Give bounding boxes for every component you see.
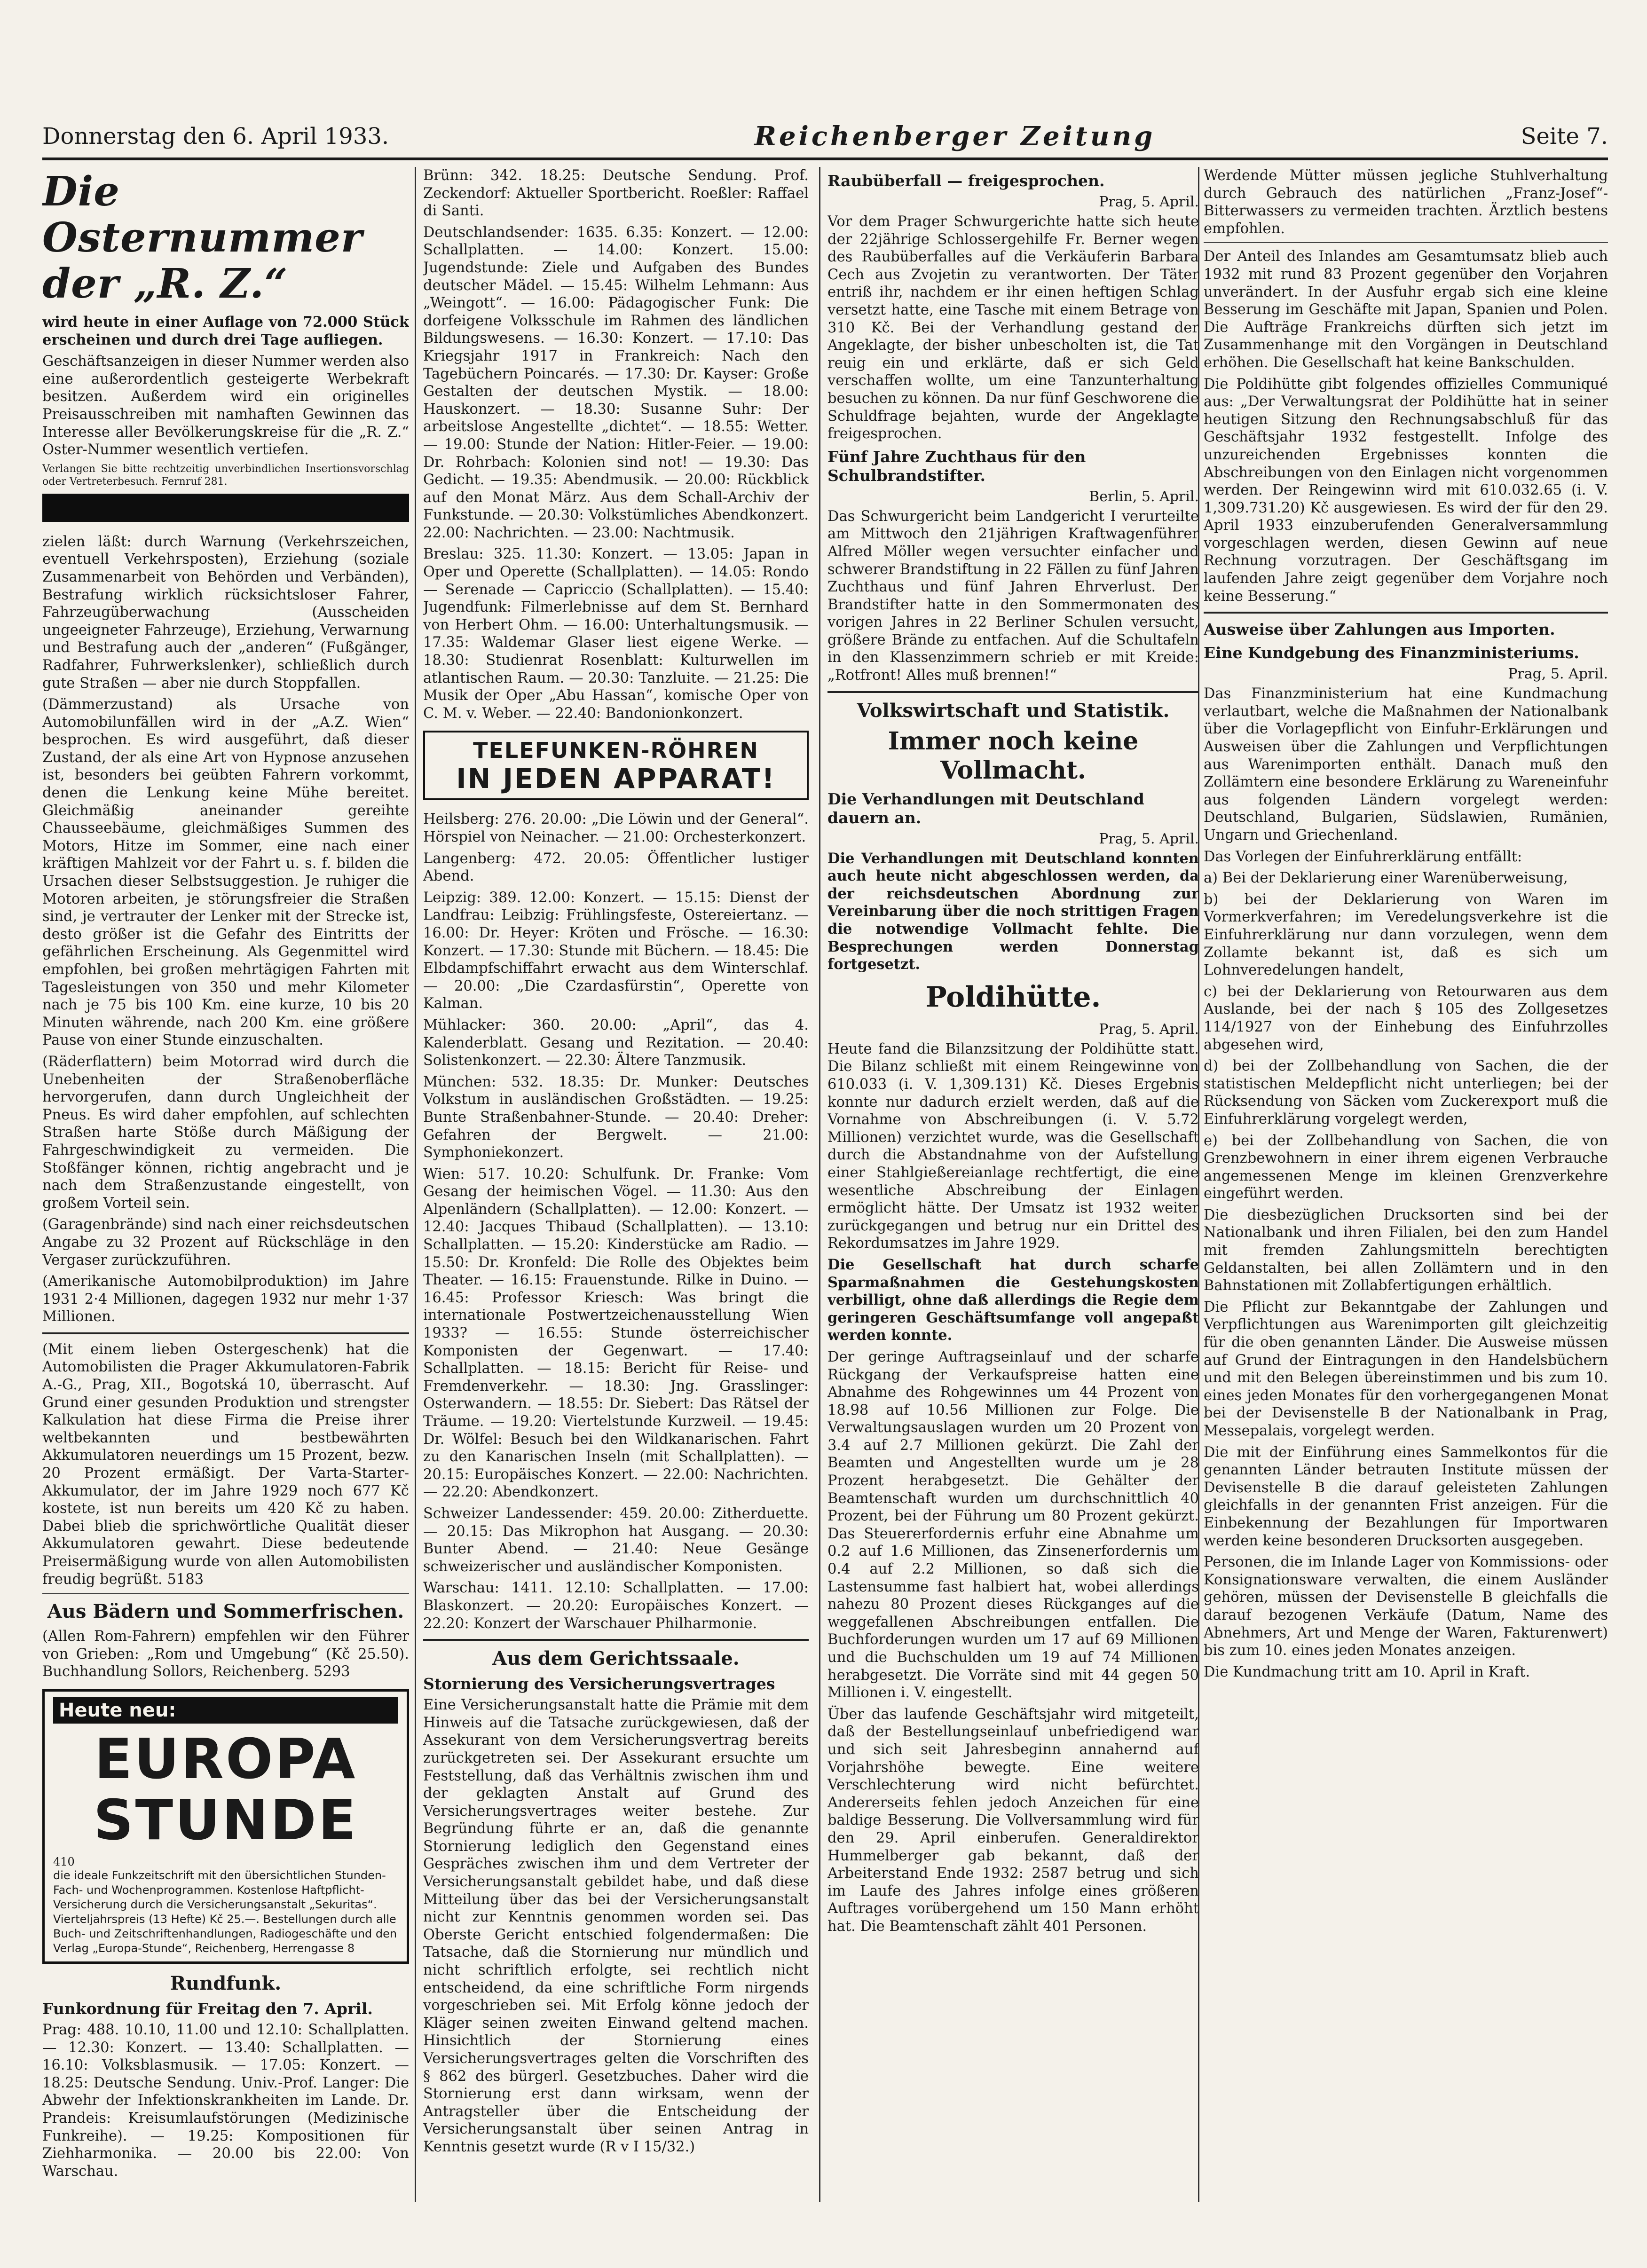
subheading-stornierung: Stornierung des Versicherungsvertrages — [423, 1675, 775, 1693]
article-paragraph: Heute fand die Bilanzsitzung der Poldihütte statt. Die Bilanz schließt mit einem Reingewinne von 610.033 (i. V. 1,309.131) Kč. Dieses Ergebnis konnte nur dadurch erzielt werden, daß auf die Vornahme von Abschreibungen (i. V. 5.72 Millionen) verzichtet wurde, was die Gesellschaft durch die Abstandnahme von der Aufstellung einer Stahlgießereianlage rechtfertigt, die eine wesentliche Abschreibung der Einlagen ermöglicht hätte. Der Umsatz ist 1932 weiter zurückgegangen und betrug nur ein Drittel des Rekordumsatzes im Jahre 1929. — [827, 1040, 1199, 1252]
headline-zuchthaus: Fünf Jahre Zuchthaus für den Schulbrandstifter. — [827, 447, 1086, 485]
list-item: b) bei der Deklarierung von Waren im Vormerkverfahren; im Veredelungsverkehre ist die Einfuhrerklärung nur dann vorzulegen, wenn dem Zollamte bekannt ist, daß es sich um Lohnveredelungen handelt, — [1204, 891, 1608, 979]
article-paragraph: Die diesbezüglichen Drucksorten sind bei der Nationalbank und ihren Filialen, bei den zum Handel mit fremden Zahlungsmitteln berechtigten Geldanstalten, bei allen Zollämtern und in den Bahnstationen mit Zollabfertigungen erhältlich. — [1204, 1206, 1608, 1294]
insertion-note: Verlangen Sie bitte rechtzeitig unverbindlichen Insertionsvorschlag oder Vertreterbesuch. Fernruf 281. — [42, 463, 409, 488]
column-divider — [415, 167, 416, 2202]
section-rule — [42, 1332, 409, 1334]
radio-listing: Mühlacker: 360. 20.00: „April“, das 4. Kalenderblatt. Gesang und Rezitation. — 20.40: Solistenkonzert. — 22.30: Ältere Tanzmusik. — [423, 1016, 809, 1069]
article-paragraph: Prag: 488. 10.10, 11.00 und 12.10: Schallplatten. — 12.30: Konzert. — 13.40: Schallplatten. — 16.10: Volksblasmusik. — 17.05: Konzert. — 18.25: Deutsche Sendung. Univ.-Prof. Langer: Die Abwehr der Infektionskrankheiten im Lande. Dr. Prandeis: Kreisumlaufstörungen (Medizinische Funkreihe). — 19.25: Kompositionen für Ziehharmonika. — 20.00 bis 22.00: Von Warschau. — [42, 2021, 409, 2180]
section-heading-gericht: Aus dem Gerichtssaale. — [492, 1647, 740, 1670]
radio-listing: Deutschlandsender: 1635. 6.35: Konzert. — 12.00: Schallplatten. — 14.00: Konzert. 15.00: Jugendstunde: Ziele und Aufgaben des Bundes deutscher Mädel. — 15.45: Wilhelm Lehmann: Aus „Weingott“. — 16.00: Pädagogischer Funk: Die dorfeigene Volksschule im Rahmen des ländlichen Bildungswesens. — 16.30: Konzert. — 17.10: Das Kriegsjahr 1917 in Frankreich: Nach den Tagebüchern Poincarés. — 17.30: Dr. Kayser: Große Gestalten der deutschen Mystik. — 18.00: Hauskonzert. — 18.30: Susanne Suhr: Der arbeitslose Angestellte „dichtet“. — 18.55: Wetter. — 19.00: Stunde der Nation: Hitler-Feier. — 19.00: Dr. Rohrbach: Kolonien sind not! — 19.30: Das Gedicht. — 19.35: Abendmusik. — 20.00: Rückblick auf den Monat März. Aus dem Schall-Archiv der Funkstunde. — 20.30: Volkstümliches Abendkonzert. 22.00: Nachrichten. — 23.00: Nachtmusik. — [423, 224, 809, 541]
article-paragraph: Der Anteil des Inlandes am Gesamtumsatz blieb auch 1932 mit rund 83 Prozent gegenüber den Vorjahren unverändert. In der Ausfuhr ergab sich eine kleine Besserung im Geschäfte mit Japan, Spanien und Polen. Die Aufträge Frankreichs dürften sich jetzt im Zusammenhange mit den Vorgängen in Deutschland erhöhen. Die Gesellschaft hat keine Bankschulden. — [1204, 248, 1608, 371]
dateline: Prag, 5. April. — [1508, 666, 1608, 683]
article-paragraph: Der geringe Auftragseinlauf und der scharfe Rückgang der Verkaufspreise hatten eine Abnahme des Rohgewinnes um 44 Prozent von 18.98 auf 10.56 Millionen zur Folge. Die Verwaltungsauslagen wurden um 20 Prozent von 3.4 auf 2.7 Millionen gekürzt. Die Zahl der Beamten und Angestellten wurde um je 28 Prozent herabgesetzt. Die Gehälter der Beamtenschaft wurden um durchschnittlich 40 Prozent, bei der Führung um 80 Prozent gekürzt. Das Steuererfordernis erfuhr eine Abnahme um 0.2 auf 1.6 Millionen, das Zinsenerfordernis um 0.4 auf 2.2 Millionen, so daß sich die Lastensumme fast halbiert hat, wobei allerdings nahezu 80 Prozent dieses Rückganges auf die weggefallenen Abschreibungen entfallen. Die Buchforderungen wurden um 17 auf 69 Millionen und die Buchschulden um 19 auf 74 Millionen herabgesetzt. Die Vorräte sind mit 44 gegen 50 Millionen i. V. eingestellt. — [827, 1348, 1199, 1701]
ad-text: die ideale Funkzeitschrift mit den übersichtlichen Stunden-Fach- und Wochenprogrammen. Kostenlose Haftpflicht-Versicherung durch die Versicherungsanstalt „Sekuritas“. Vierteljahrspreis (13 Hefte) Kč 25.—. Bestellungen durch alle Buch- und Zeitschriftenhandlungen, Radiogeschäfte und den Verlag „Europa-Stunde“, Reichenberg, Herrengasse 8 — [53, 1868, 397, 1955]
radio-listing: München: 532. 18.35: Dr. Munker: Deutsches Volkstum in ausländischen Großstädten. — 19.25: Bunte Straßenbahner-Stunde. — 20.40: Dreher: Gefahren der Bergwelt. — 21.00: Symphoniekonzert. — [423, 1073, 809, 1161]
list-item: a) Bei der Deklarierung einer Warenüberweisung, — [1204, 870, 1568, 887]
list-item: c) bei der Deklarierung von Retourwaren aus dem Auslande, bei der nach § 105 des Zollgesetzes 114/1927 von der Einhebung des Einfuhrzolles abgesehen wird, — [1204, 983, 1608, 1053]
telefunken-ad — [423, 731, 809, 800]
article-paragraph: Die mit der Einführung eines Sammelkontos für die genannten Länder betrauten Institute müssen der Devisenstelle B die darauf geleisteten Zahlungen gleichfalls in der genannten Frist anzeigen. Für die Einbekennung der Bezahlungen für Importwaren werden keine besonderen Drucksorten ausgegeben. — [1204, 1444, 1608, 1549]
radio-listing: Wien: 517. 10.20: Schulfunk. Dr. Franke: Vom Gesang der heimischen Vögel. — 11.30: Aus den Alpenländern (Schallplatten). — 12.00: Konzert. — 12.40: Jacques Thibaud (Schallplatten). — 13.10: Schallplatten. — 15.20: Kinderstücke am Radio. — 15.50: Dr. Kronfeld: Die Rolle des Objektes beim Theater. — 16.15: Frauenstunde. Rilke in Duino. — 16.45: Professor Kriesch: Was bringt die internationale Postwertzeichenausstellung Wien 1933? — 16.55: Stunde österreichischer Komponisten der Gegenwart. — 17.40: Schallplatten. — 18.15: Bericht für Reise- und Fremdenverkehr. — 18.30: Jng. Grasslinger: Osterwandern. — 18.55: Dr. Siebert: Das Rätsel der Träume. — 19.20: Viertelstunde Kurzweil. — 19.45: Dr. Wölfel: Besuch bei den Wildkanarischen. Fahrt zu den Kanarischen Inseln (mit Schallplatten). — 20.15: Europäisches Konzert. — 22.00: Nachrichten. — 22.20: Abendkonzert. — [423, 1166, 809, 1501]
section-rule — [827, 691, 1199, 693]
article-paragraph: Die Kundmachung tritt am 10. April in Kraft. — [1204, 1663, 1530, 1680]
article-paragraph: Die Gesellschaft hat durch scharfe Sparmaßnahmen die Gestehungskosten verbilligt, ohne daß allerdings die Regie dem geringeren Geschäftsumfange voll angepaßt werden konnte. — [827, 1256, 1199, 1344]
column-3 — [827, 167, 1199, 2202]
article-paragraph: Über das laufende Geschäftsjahr wird mitgeteilt, daß der Bestellungseinlauf unbefriedigend war und sich seit Jahresbeginn annahernd auf Vorjahrshöhe bewegte. Eine weitere Verschlechterung wird nicht befürchtet. Andererseits fehlen jedoch Anzeichen für eine baldige Besserung. Die Vollversammlung wird für den 29. April einberufen. Generaldirektor Hummelberger gab bekannt, daß der Arbeiterstand Ende 1932: 2587 betrug und sich im Laufe des Jahres infolge eines größeren Auftrages vorübergehend um 150 Mann erhöht hat. Die Beamtenschaft zählt 401 Personen. — [827, 1706, 1199, 1935]
article-paragraph: Eine Versicherungsanstalt hatte die Prämie mit dem Hinweis auf die Tatsache zurückgewiesen, daß der Assekurant von dem Versicherungsvertrag bereits zurückgetreten sei. Der Assekurant ersuchte um Feststellung, daß das Verhältnis zwischen ihm und der geklagten Anstalt auf Grund des Versicherungsvertrages weiter bestehe. Zur Begründung führte er an, daß die genannte Stornierung lediglich den Gegenstand eines Gespräches zwischen ihm und dem Vertreter der Versicherungsanstalt gebildet habe, und daß diese Mitteilung über das bei der Versicherungsanstalt nicht zur Kenntnis genommen worden sei. Das Oberste Gericht entschied folgendermaßen: Die Tatsache, daß die Stornierung nur mündlich und nicht schriftlich erfolgte, sei rechtlich nicht entscheidend, da eine schriftliche Form nirgends vorgeschrieben sei. Mit Erfolg könne jedoch der Kläger seinen zweiten Einwand geltend machen. Hinsichtlich der Stornierung eines Versicherungsvertrages gelten die Vorschriften des § 862 des bürgerl. Gesetzbuches. Daher wird die Stornierung erst dann wirksam, wenn der Antragsteller über die Entscheidung der Versicherungsanstalt über seinen Antrag in Kenntnis gesetzt wurde (R v I 15/32.) — [423, 1697, 809, 2155]
article-paragraph: zielen läßt: durch Warnung (Verkehrszeichen, eventuell Verkehrsposten), Erziehung (soziale Zusammenarbeit von Behörden und Verbänden), Bestrafung wirklich rücksichtsloser Fahrer, Fahrzeugüberwachung (Ausscheiden ungeeigneter Fahrzeuge), Erziehung, Verwarnung und Bestrafung auch der „anderen“ (Fußgänger, Radfahrer, Fuhrwerkslenker), schließlich durch gute Straßen — aber nie durch Stoppfallen. — [42, 533, 409, 692]
article-paragraph: (Amerikanische Automobilproduktion) im Jahre 1931 2·4 Millionen, dagegen 1932 nur mehr 1·37 Millionen. — [42, 1273, 409, 1325]
article-paragraph: (Räderflattern) beim Motorrad wird durch die Unebenheiten der Straßenoberfläche hervorgerufen, dann durch Ungleichheit der Pneus. Es wird daher empfohlen, auf schlechten Straßen harte Stöße durch Mäßigung der Fahrgeschwindigkeit zu vermeiden. Die Stoßfänger können, richtig angebracht und je nach dem Straßenzustande eingestellt, von großem Vorteil sein. — [42, 1053, 409, 1212]
radio-listing: Warschau: 1411. 12.10: Schallplatten. — 17.00: Blaskonzert. — 20.20: Europäisches Konzert. — 22.20: Konzert der Warschauer Philharmonie. — [423, 1580, 809, 1632]
dateline: Prag, 5. April. — [1099, 1021, 1199, 1038]
article-paragraph: (Dämmerzustand) als Ursache von Automobilunfällen wird in der „A.Z. Wien“ besprochen. Es wird ausgeführt, daß dieser Zustand, der als eine Art von Hypnose anzusehen ist, besonders bei geübten Fahrern vorkommt, denen die Lenkung keine Mühe bereitet. Gleichmäßig aneinander gereihte Chausseebäume, gleichmäßiges Summen des Motors, Hitze im Sommer, eine nach einer kräftigen Mahlzeit vor der Fahrt u. s. f. bilden die Ursachen dieser Selbstsuggestion. Je ruhiger die Motoren arbeiten, je störungsfreier die Straßen sind, je vertrauter der Lenker mit der Strecke ist, desto größer ist die Gefahr des Eintritts der gefährlichen Erscheinung. Als Gegenmittel wird empfohlen, bei großen mehrtägigen Fahrten mit Tagesleistungen von 350 und mehr Kilometer nach je 75 bis 100 Km. eine kurze, 10 bis 20 Minuten währende, nach 200 Km. eine größere Pause von einer Stunde einzuschalten. — [42, 696, 409, 1049]
headline-poldihuette: Poldihütte. — [925, 980, 1101, 1014]
section-heading-rundfunk: Rundfunk. — [170, 1972, 282, 1994]
column-4 — [1204, 167, 1608, 2202]
section-rule — [423, 1639, 809, 1641]
masthead: Reichenberger Zeitung — [754, 121, 1156, 152]
radio-listing: Heilsberg: 276. 20.00: „Die Löwin und der General“. Hörspiel von Neinacher. — 21.00: Orchesterkonzert. — [423, 811, 809, 845]
ad-brand-line: EUROPA — [94, 1726, 357, 1791]
ad-line: IN JEDEN APPARAT! — [456, 763, 776, 795]
article-paragraph: Das Vorlegen der Einfuhrerklärung entfällt: — [1204, 848, 1522, 865]
radio-listing: Langenberg: 472. 20.05: Öffentlicher lustiger Abend. — [423, 850, 809, 885]
black-bar — [42, 494, 409, 522]
subheading-kundgebung: Eine Kundgebung des Finanzministeriums. — [1204, 644, 1579, 662]
headline-raubueberfall: Raubüberfall — freigesprochen. — [827, 172, 1105, 190]
radio-listing: Schweizer Landessender: 459. 20.00: Zitherduette. — 20.15: Das Mikrophon hat Ausgang. — 20.30: Bunter Abend. — 21.40: Neue Gesänge schweizerischer und ausländischer Komponisten. — [423, 1505, 809, 1575]
page-header — [42, 120, 1608, 153]
section-rule — [42, 1593, 409, 1594]
article-paragraph: Die Pflicht zur Bekanntgabe der Zahlungen und Verpflichtungen aus Warenimporten gilt gleichzeitig für die oben genannten Länder. Die Ausweise müssen auf Grund der Eintragungen in den Handelsbüchern und mit den Belegen übereinstimmen und bis zum 10. eines jeden Monates für den vorhergegangenen Monat bei der Devisenstelle B der Nationalbank in Prag, Messepalais, vorgelegt werden. — [1204, 1299, 1608, 1439]
column-divider — [819, 167, 820, 2202]
ad-brand-line: STUNDE — [93, 1787, 358, 1852]
headline-osternummer: Die Osternummer der „R. Z.“ — [42, 168, 363, 307]
article-paragraph: (Allen Rom-Fahrern) empfehlen wir den Führer von Grieben: „Rom und Umgebung“ (Kč 25.50). Buchhandlung Sollors, Reichenberg. 5293 — [42, 1628, 409, 1680]
column-2 — [423, 167, 809, 2202]
list-item: e) bei der Zollbehandlung von Sachen, die von Grenzbewohnern in einer ihrem eigenen Verbrauche angemessenen Menge im kleinen Grenzverkehre eingeführt werden. — [1204, 1132, 1608, 1202]
section-rule — [1204, 612, 1608, 614]
article-paragraph: Geschäftsanzeigen in dieser Nummer werden also eine außerordentlich gesteigerte Werbekraft besitzen. Außerdem wird ein originelles Preisausschreiben mit namhaften Gewinnen das Interesse aller Bevölkerungskreise für die „R. Z.“ Oster-Nummer wesentlich vertiefen. — [42, 353, 409, 458]
list-item: d) bei der Zollbehandlung von Sachen, die der statistischen Meldepflicht nicht unterliegen; bei der Rücksendung von Säcken vom Zuckerexport muß die Einfuhrerklärung vorgelegt werden, — [1204, 1058, 1608, 1127]
dateline: Prag, 5. April. — [1099, 194, 1199, 210]
notice-paragraph: Werdende Mütter müssen jegliche Stuhlverhaltung durch Gebrauch des natürlichen „Franz-Josef“-Bitterwassers zu vermeiden trachten. Ärztlich bestens empfohlen. — [1204, 167, 1608, 237]
article-paragraph: Das Finanzministerium hat eine Kundmachung verlautbart, welche die Maßnahmen der Nationalbank über die Vorlagepflicht von Einfuhr-Erklärungen und Ausweisen über die Zahlungen und Verpflichtungen aus Warenimporten enthält. Danach muß den Zollämtern eine besondere Erklärung zu Wareneinfuhr aus folgenden Ländern vorgelegt werden: Deutschland, Bulgarien, Südslawien, Rumänien, Ungarn und Griechenland. — [1204, 685, 1608, 843]
ad-top-label: Heute neu: — [53, 1697, 398, 1724]
headline-vollmacht: Immer noch keine Vollmacht. — [888, 726, 1139, 785]
article-paragraph: (Garagenbrände) sind nach einer reichsdeutschen Angabe zu 32 Prozent auf Rückschläge in den Vergaser zurückzuführen. — [42, 1216, 409, 1268]
radio-listing: Breslau: 325. 11.30: Konzert. — 13.05: Japan in Oper und Operette (Schallplatten). — 14.05: Rondo — Serenade — Capriccio (Schallplatten). — 15.40: Jugendfunk: Filmerlebnisse auf dem St. Bernhard von Herbert Ohm. — 16.00: Unterhaltungsmusik. — 17.35: Waldemar Glaser liest eigene Werke. — 18.30: Studienrat Rosenblatt: Kulturwellen im atlantischen Raum. — 20.30: Tanzluite. — 21.25: Die Musik der Oper „Abu Hassan“, komische Oper von C. M. v. Weber. — 22.40: Bandonionkonzert. — [423, 546, 809, 722]
page-number: Seite 7. — [1521, 123, 1608, 150]
article-paragraph: Vor dem Prager Schwurgerichte hatte sich heute der 22jährige Schlossergehilfe Fr. Berner wegen des Raubüberfalles auf die Verkäuferin Barbara Cech aus Zvojetin zu verantworten. Der Täter entriß ihr, nachdem er ihr einen heftigen Schlag versetzt hatte, eine Tasche mit einem Betrage von 310 Kč. Bei der Verhandlung gestand der Angeklagte, der bisher unbescholten ist, die Tat reuig ein und erklärte, daß er sich Geld verschaffen wollte, um eine Tanzunterhaltung besuchen zu können. Da nur fünf Geschworene die Schuldfrage bejahten, wurde der Angeklagte freigesprochen. — [827, 213, 1199, 442]
ad-number: 410 — [53, 1855, 75, 1868]
article-paragraph: Die Poldihütte gibt folgendes offizielles Communiqué aus: „Der Verwaltungsrat der Poldihütte hat in seiner heutigen Sitzung den Rechnungsabschluß für das Geschäftsjahr 1932 festgestellt. Infolge des unzureichenden Ergebnisses konnten die Abschreibungen von den Einlagen nicht vorgenommen werden. Der Reingewinn wird mit 610.032.65 (i. V. 1,309.731.20) Kč ausgewiesen. Es wird der für den 29. April 1933 einzuberufenden Generalversammlung vorgeschlagen werden, diesen Gewinn auf neue Rechnung vorzutragen. Der Geschäftsgang im laufenden Jahre zeigt gegenüber dem Vorjahre noch keine Besserung.“ — [1204, 376, 1608, 605]
subheading-verhandlungen: Die Verhandlungen mit Deutschland dauern an. — [827, 789, 1144, 827]
europa-stunde-ad — [42, 1689, 409, 1964]
article-lead: wird heute in einer Auflage von 72.000 Stück erscheinen und durch drei Tage aufliegen. — [42, 314, 409, 348]
article-paragraph: Das Schwurgericht beim Landgericht I verurteilte am Mittwoch den 21jährigen Kraftwagenführer Alfred Möller wegen versuchter einfacher und schwerer Brandstiftung in 22 Fällen zu fünf Jahren Zuchthaus und fünf Jahren Ehrverlust. Der Brandstifter hatte in den Sommermonaten des vorigen Jahres in 22 Berliner Schulen versucht, größere Brände zu entfachen. Auf die Schultafeln in den Klassenzimmern schrieb er mit Kreide: „Rotfront! Alles muß brennen!“ — [827, 508, 1199, 684]
headline-ausweise: Ausweise über Zahlungen aus Importen. — [1204, 620, 1555, 639]
radio-listing: Brünn: 342. 18.25: Deutsche Sendung. Prof. Zeckendorf: Aktueller Sportbericht. Roeßler: Raffael di Santi. — [423, 167, 809, 220]
dateline: Berlin, 5. April. — [1089, 488, 1199, 505]
header-rule — [42, 158, 1608, 160]
section-heading-baeder: Aus Bädern und Sommerfrischen. — [47, 1600, 404, 1623]
section-rule — [1204, 242, 1608, 243]
dateline: Prag, 5. April. — [1099, 830, 1199, 847]
subheading-funkordnung: Funkordnung für Freitag den 7. April. — [42, 1999, 373, 2018]
radio-listing: Leipzig: 389. 12.00: Konzert. — 15.15: Dienst der Landfrau: Leibzig: Frühlingsfeste, Ostereiertanz. — 16.00: Dr. Heyer: Kröten und Frösche. — 16.30: Konzert. — 17.30: Stunde mit Büchern. — 18.45: Die Elbdampfschiffahrt erwacht aus dem Winterschlaf. — 20.00: „Die Czardasfürstin“, Operette von Kalman. — [423, 889, 809, 1012]
column-1 — [42, 167, 409, 2202]
article-paragraph: Die Verhandlungen mit Deutschland konnten auch heute nicht abgeschlossen werden, da der reichsdeutschen Abordnung zur Vereinbarung über die noch strittigen Fragen die notwendige Vollmacht fehlte. Die Besprechungen werden Donnerstag fortgesetzt. — [827, 850, 1199, 973]
header-date: Donnerstag den 6. April 1933. — [42, 123, 389, 150]
article-paragraph: Personen, die im Inlande Lager von Kommissions- oder Konsignationsware verwalten, die einem Ausländer gehören, müssen der Devisenstelle B gleichfalls die darauf bezogenen Verkäufe (Datum, Name des Abnehmers, Art und Menge der Waren, Fakturenwert) bis zum 10. eines jeden Monates anzeigen. — [1204, 1554, 1608, 1659]
section-heading-volkswirtschaft: Volkswirtschaft und Statistik. — [857, 699, 1170, 722]
ad-line: TELEFUNKEN-RÖHREN — [473, 738, 759, 764]
article-paragraph: (Mit einem lieben Ostergeschenk) hat die Automobilisten die Prager Akkumulatoren-Fabrik A.-G., Prag, XII., Bogotská 10, überrascht. Auf Grund einer gesunden Produktion und strengster Kalkulation hat diese Firma die Preise ihrer weltbekannten und bestbewährten Akkumulatoren neuerdings um 15 Prozent, bezw. 20 Prozent ermäßigt. Der Varta-Starter-Akkumulator, der im Jahre 1929 noch 677 Kč kostete, ist nun bereits um 420 Kč zu haben. Dabei blieb die sprichwörtliche Qualität dieser Akkumulatoren gewahrt. Diese bedeutende Preisermäßigung wurde von allen Automobilisten freudig begrüßt. 5183 — [42, 1341, 409, 1588]
ad-brand — [53, 1728, 398, 1851]
